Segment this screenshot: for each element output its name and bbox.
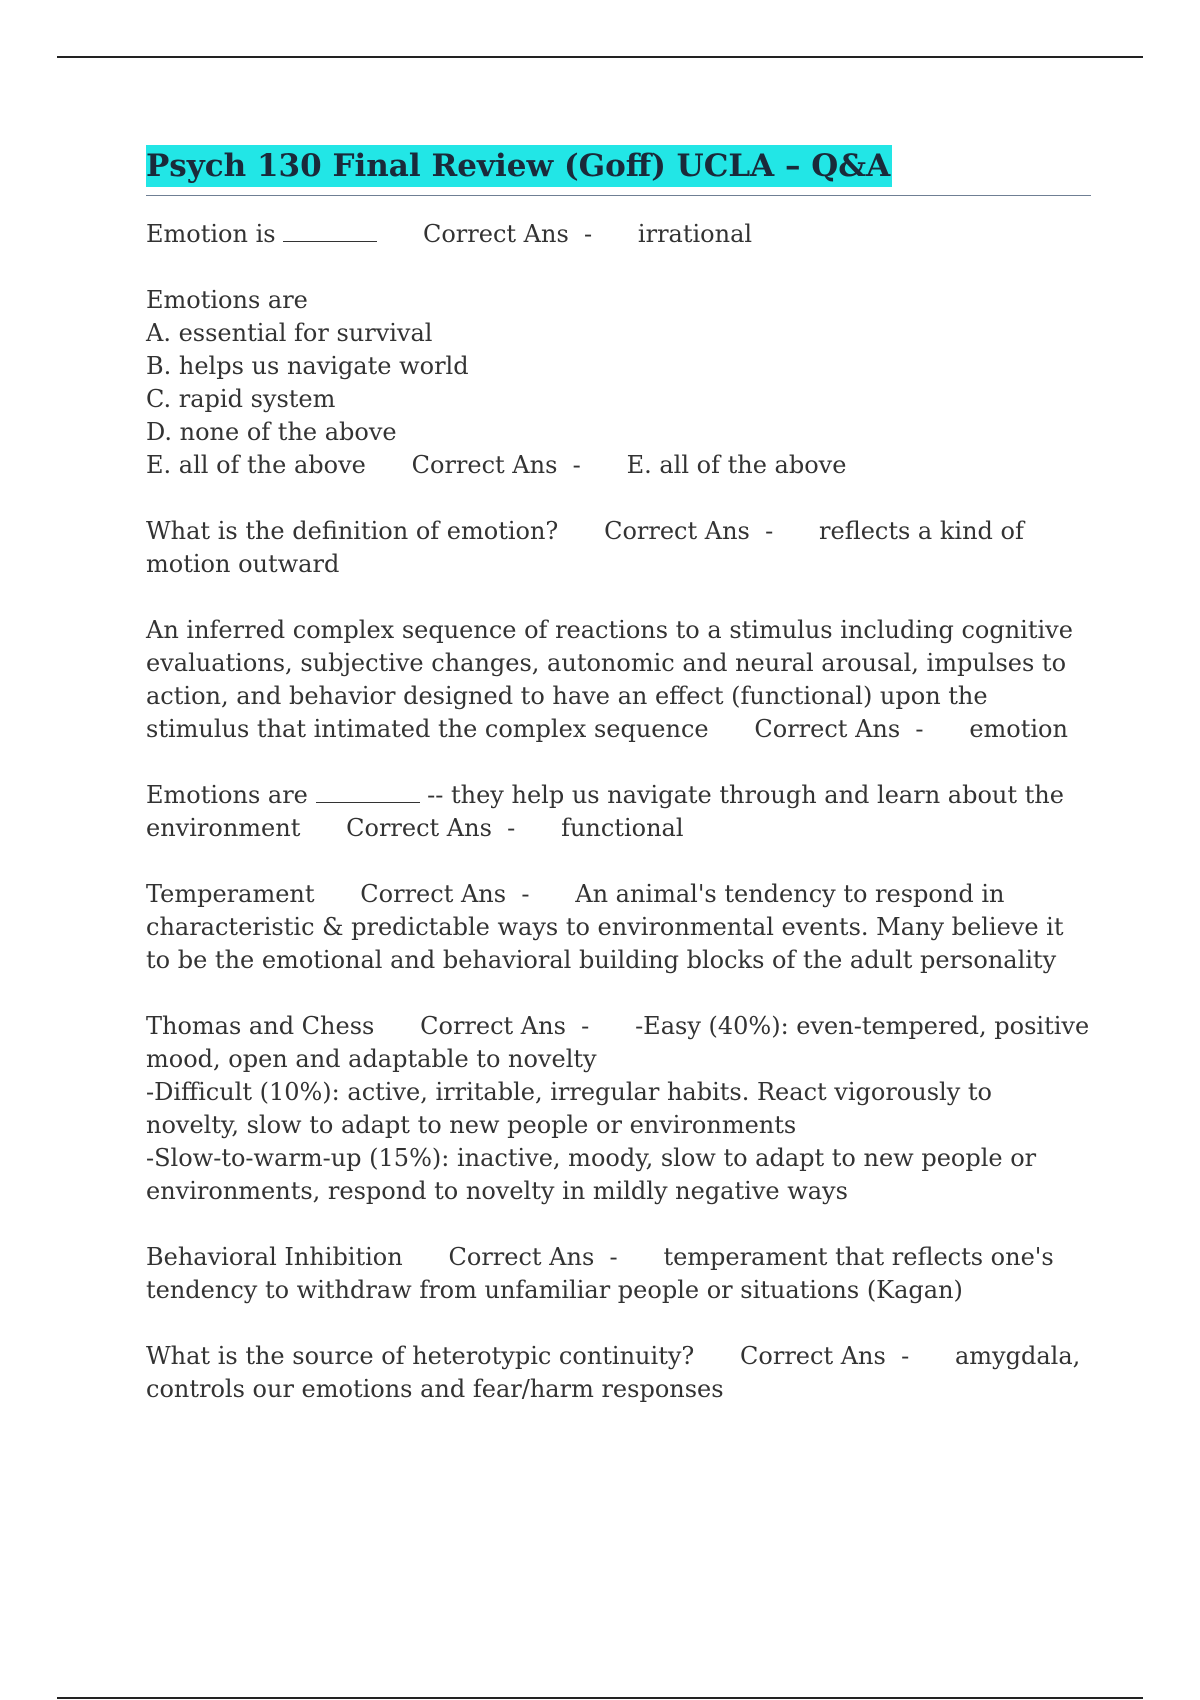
option-a: A. essential for survival bbox=[146, 319, 433, 347]
title-block bbox=[146, 145, 1091, 196]
option-b: B. helps us navigate world bbox=[146, 352, 469, 380]
question-text: Thomas and Chess bbox=[146, 1012, 375, 1040]
answer-text: temperament that reflects one's tendency to withdraw from unfamiliar people or situations (Kagan) bbox=[146, 1243, 1062, 1304]
question-text-continued: -- they help us navigate through and learn about the environment bbox=[146, 781, 1072, 842]
qa-item bbox=[146, 1241, 1091, 1307]
qa-item bbox=[146, 284, 1091, 482]
answer-label: Correct Ans - bbox=[360, 880, 530, 908]
qa-item bbox=[146, 515, 1091, 581]
question-text: Temperament bbox=[146, 880, 315, 908]
bottom-rule bbox=[57, 1697, 1143, 1699]
answer-label: Correct Ans - bbox=[346, 814, 516, 842]
qa-item bbox=[146, 1340, 1091, 1406]
qa-item bbox=[146, 878, 1091, 977]
answer-text: reflects a kind of motion outward bbox=[146, 517, 1032, 578]
answer-text: amygdala, controls our emotions and fear/harm responses bbox=[146, 1342, 1088, 1403]
answer-line: -Difficult (10%): active, irritable, irregular habits. React vigorously to novelty, slow to adapt to new people or environments bbox=[146, 1078, 1000, 1139]
answer-label: Correct Ans - bbox=[448, 1243, 618, 1271]
qa-item bbox=[146, 779, 1091, 845]
answer-text: irrational bbox=[637, 220, 753, 248]
answer-text: -Easy (40%): even-tempered, positive mood, open and adaptable to novelty bbox=[146, 1012, 1097, 1073]
answer-line: -Slow-to-warm-up (15%): inactive, moody, slow to adapt to new people or environments, respond to novelty in mildly negative ways bbox=[146, 1144, 1044, 1205]
qa-item bbox=[146, 218, 1091, 251]
answer-text: functional bbox=[561, 814, 684, 842]
answer-label: Correct Ans - bbox=[740, 1342, 910, 1370]
question-line: Emotions are bbox=[146, 286, 308, 314]
option-c: C. rapid system bbox=[146, 385, 336, 413]
question-text: What is the definition of emotion? bbox=[146, 517, 559, 545]
answer-label: Correct Ans - bbox=[422, 220, 593, 248]
question-text: Emotions are bbox=[146, 781, 316, 809]
option-e: E. all of the above bbox=[146, 451, 366, 479]
fill-in-blank bbox=[316, 780, 420, 803]
top-rule bbox=[57, 56, 1143, 58]
page-title: Psych 130 Final Review (Goff) UCLA – Q&A bbox=[146, 145, 892, 187]
question-text: Emotion is bbox=[146, 220, 284, 248]
answer-label: Correct Ans - bbox=[411, 451, 581, 479]
qa-item bbox=[146, 1010, 1097, 1208]
answer-text: E. all of the above bbox=[626, 451, 847, 479]
question-text: What is the source of heterotypic continuity? bbox=[146, 1342, 695, 1370]
fill-in-blank bbox=[283, 219, 377, 242]
question-text: An inferred complex sequence of reactions to a stimulus including cognitive evaluations, subjective changes, autonomic and neural arousal, impulses to action, and behavior designed to have an effect (functional) upon the stimulus that intimated the complex sequence bbox=[146, 616, 1081, 743]
option-d: D. none of the above bbox=[146, 418, 397, 446]
answer-label: Correct Ans - bbox=[754, 715, 924, 743]
answer-text: emotion bbox=[969, 715, 1068, 743]
document-body bbox=[146, 145, 1097, 1439]
answer-label: Correct Ans - bbox=[420, 1012, 590, 1040]
question-text: Behavioral Inhibition bbox=[146, 1243, 403, 1271]
answer-text: An animal's tendency to respond in characteristic & predictable ways to environmental events. Many believe it to be the emotional and behavioral building blocks of the adult personality bbox=[146, 880, 1072, 974]
qa-item bbox=[146, 614, 1091, 746]
answer-label: Correct Ans - bbox=[604, 517, 774, 545]
